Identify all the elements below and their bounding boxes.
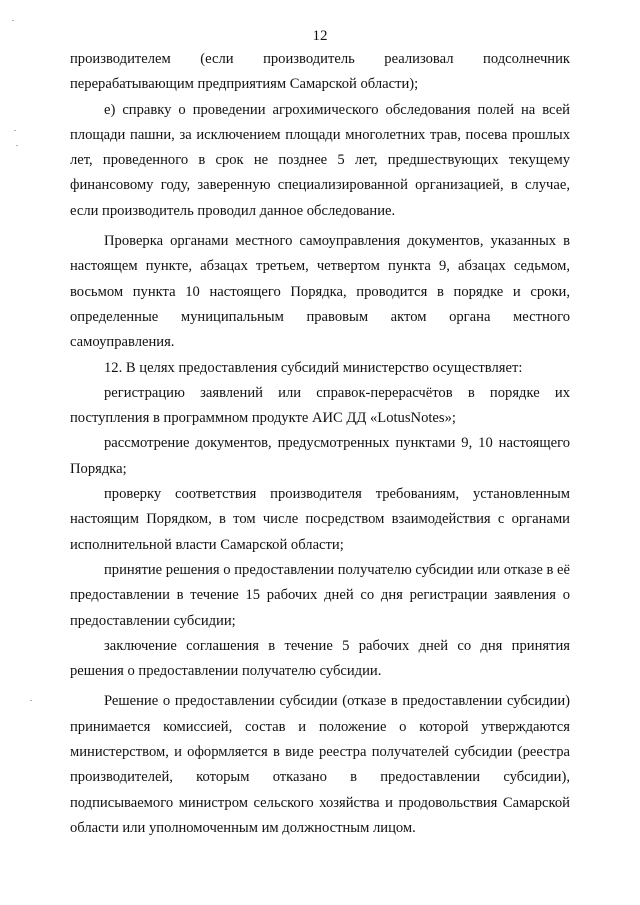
paragraph-4: 12. В целях предоставления субсидий министерство осуществляет: <box>104 359 523 376</box>
paragraph-1: производителем (если производитель реализовал подсолнечник перерабатывающим предприятиям Самарской области); <box>70 51 570 93</box>
paragraph-6: рассмотрение документов, предусмотренных пунктами 9, 10 настоящего Порядка; <box>70 435 570 477</box>
scan-speck <box>30 700 32 701</box>
paragraph-3: Проверка органами местного самоуправления документов, указанных в настоящем пункте, абзацах третьем, четвертом пункта 9, абзацах седьмом, восьмом пункта 10 настоящего Порядка, проводится в порядке и сроки, определенные муниципальным правовым актом органа местного самоуправления. <box>70 233 570 351</box>
paragraph-8: принятие решения о предоставлении получателю субсидии или отказе в её предоставлении в течение 15 рабочих дней со дня регистрации заявления о предоставлении субсидии; <box>70 561 570 629</box>
paragraph-9: заключение соглашения в течение 5 рабочих дней со дня принятия решения о предоставлении получателю субсидии. <box>70 637 570 680</box>
document-body <box>70 47 570 841</box>
paragraph-5: регистрацию заявлений или справок-перерасчётов в порядке их поступления в программном продукте АИС ДД «LotusNotes»; <box>70 384 570 427</box>
paragraph-7: проверку соответствия производителя требованиям, установленным настоящим Порядком, в том числе посредством взаимодействия с органами исполнительной власти Самарской области; <box>70 486 570 553</box>
paragraph-2: е) справку о проведении агрохимического обследования полей на всей площади пашни, за исключением площади многолетних трав, посева прошлых лет, проведенного в срок не позднее 5 лет, предшествующих текущему финансовому году, заверенную специализированной организацией, в случае, если производитель проводил данное обследование. <box>70 101 570 219</box>
page-number: 12 <box>312 28 328 44</box>
scan-speck <box>14 130 16 131</box>
scan-speck <box>16 145 18 146</box>
paragraph-10: Решение о предоставлении субсидии (отказе в предоставлении субсидии) принимается комиссией, состав и положение о которой утверждаются министерством, и оформляется в виде реестра получателей субсидии (реестра производителей, которым отказано в предоставлении субсидии), подписываемого министром сельского хозяйства и продовольствия Самарской области или уполномоченным им должностным лицом. <box>70 693 570 836</box>
scan-speck <box>12 20 14 21</box>
